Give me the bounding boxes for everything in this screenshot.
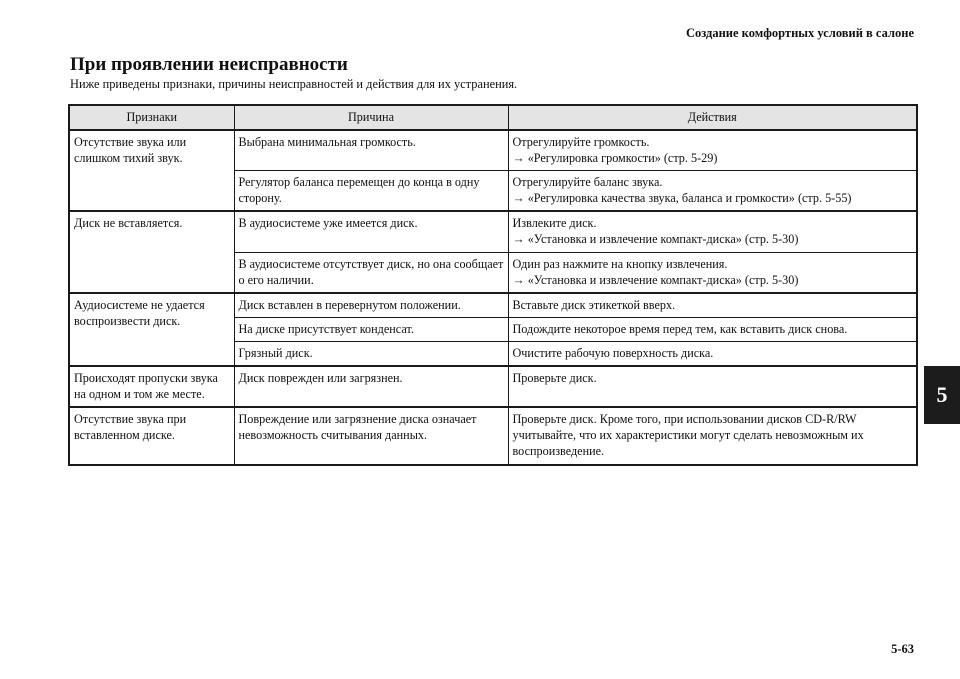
reference-link: [513, 190, 913, 206]
cause-cell: Диск поврежден или загрязнен.: [234, 366, 508, 407]
arrow-icon: →: [512, 272, 525, 287]
table-header-row: [69, 105, 917, 130]
troubleshooting-table: [68, 104, 918, 466]
arrow-icon: →: [512, 151, 525, 166]
section-intro: Ниже приведены признаки, причины неисправностей и действия для их устранения.: [70, 77, 518, 91]
action-text: Подождите некоторое время перед тем, как вставить диск снова.: [512, 321, 848, 336]
action-text: Очистите рабочую поверхность диска.: [512, 345, 714, 360]
action-text: Отрегулируйте громкость.: [512, 135, 650, 149]
cause-cell: В аудиосистеме отсутствует диск, но она сообщает о его наличии.: [234, 252, 508, 293]
symptom-cell: Аудиосистеме не удается воспроизвести диск.: [69, 293, 234, 366]
action-cell: [508, 407, 917, 464]
action-cell: [508, 317, 917, 341]
action-text: Один раз нажмите на кнопку извлечения.: [512, 256, 728, 271]
symptom-cell: Диск не вставляется.: [69, 211, 234, 292]
symptom-cell: Отсутствие звука при вставленном диске.: [69, 407, 234, 464]
action-cell: [508, 252, 917, 293]
action-cell: [508, 341, 917, 366]
column-header-symptoms: Признаки: [69, 105, 234, 130]
table-row: [69, 293, 917, 318]
action-text: Вставьте диск этикеткой вверх.: [512, 297, 676, 312]
table-row: [69, 366, 917, 407]
action-cell: [508, 293, 917, 318]
column-header-actions: Действия: [508, 105, 917, 130]
reference-text: «Регулировка качества звука, баланса и громкости» (стр. 5-55): [527, 191, 852, 206]
cause-cell: Повреждение или загрязнение диска означает невозможность считывания данных.: [234, 407, 508, 464]
arrow-icon: →: [512, 232, 525, 247]
action-cell: [508, 366, 917, 407]
cause-cell: Регулятор баланса перемещен до конца в одну сторону.: [234, 171, 508, 212]
reference-text: «Установка и извлечение компакт-диска» (стр. 5-30): [527, 232, 799, 247]
table-row: [69, 407, 917, 464]
action-text: Отрегулируйте баланс звука.: [512, 175, 663, 190]
chapter-tab: 5: [924, 366, 960, 424]
cause-cell: Выбрана минимальная громкость.: [234, 130, 508, 171]
action-text: Проверьте диск. Кроме того, при использовании дисков CD-R/RW учитывайте, что их характеристики могут сделать невозможным их воспроизведение.: [512, 412, 864, 459]
action-text: Извлеките диск.: [512, 216, 597, 231]
action-cell: [508, 130, 917, 171]
reference-link: [513, 231, 913, 247]
reference-link: [513, 150, 913, 166]
table-row: [69, 211, 917, 252]
action-cell: [508, 211, 917, 252]
cause-cell: Диск вставлен в перевернутом положении.: [234, 293, 508, 318]
cause-cell: В аудиосистеме уже имеется диск.: [234, 211, 508, 252]
column-header-cause: Причина: [234, 105, 508, 130]
table-row: [69, 130, 917, 171]
action-text: Проверьте диск.: [512, 371, 597, 386]
cause-cell: Грязный диск.: [234, 341, 508, 366]
running-header: Создание комфортных условий в салоне: [685, 26, 914, 40]
reference-text: «Регулировка громкости» (стр. 5-29): [527, 151, 718, 166]
page-number: 5-63: [891, 642, 914, 656]
arrow-icon: →: [512, 191, 525, 206]
symptom-cell: Происходят пропуски звука на одном и том же месте.: [69, 366, 234, 407]
section-title: При проявлении неисправности: [70, 54, 348, 75]
symptom-cell: Отсутствие звука или слишком тихий звук.: [69, 130, 234, 211]
cause-cell: На диске присутствует конденсат.: [234, 317, 508, 341]
reference-link: [513, 272, 913, 288]
reference-text: «Установка и извлечение компакт-диска» (стр. 5-30): [527, 272, 799, 287]
action-cell: [508, 171, 917, 212]
table-body: [69, 130, 917, 465]
